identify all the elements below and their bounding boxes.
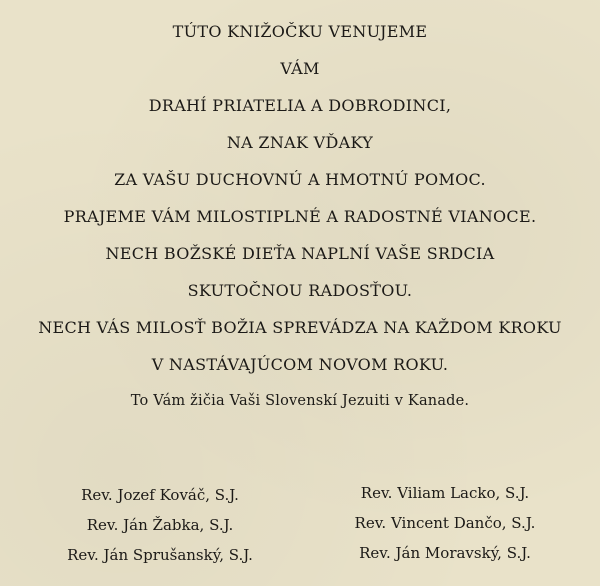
signature-left-1: Rev. Jozef Kováč, S.J. (81, 486, 239, 504)
dedication-line-5: ZA VAŠU DUCHOVNÚ A HMOTNÚ POMOC. (114, 170, 486, 189)
dedication-line-7: NECH BOŽSKÉ DIEŤA NAPLNÍ VAŠE SRDCIA (105, 244, 495, 263)
signature-left-2: Rev. Ján Žabka, S.J. (86, 516, 234, 534)
dedication-line-6: PRAJEME VÁM MILOSTIPLNÉ A RADOSTNÉ VIANOCE. (63, 207, 537, 226)
dedication-line-2: VÁM (280, 59, 320, 78)
signature-left-3: Rev. Ján Sprušanský, S.J. (67, 546, 253, 564)
signature-right-3: Rev. Ján Moravský, S.J. (359, 544, 531, 562)
dedication-line-9: NECH VÁS MILOSŤ BOŽIA SPREVÁDZA NA KAŽDOM KROKU (38, 318, 562, 337)
dedication-line-4: NA ZNAK VĎAKY (226, 133, 374, 152)
signature-right-1: Rev. Viliam Lacko, S.J. (360, 484, 530, 502)
dedication-line-1: TÚTO KNIŽOČKU VENUJEME (172, 22, 428, 41)
dedication-line-8: SKUTOČNOU RADOSŤOU. (187, 281, 413, 300)
closing-line: To Vám žičia Vaši Slovenskí Jezuiti v Kanade. (130, 393, 470, 409)
dedication-line-3: DRAHÍ PRIATELIA A DOBRODINCI, (148, 96, 452, 115)
signature-right-2: Rev. Vincent Dančo, S.J. (354, 514, 536, 532)
dedication-line-10: V NASTÁVAJÚCOM NOVOM ROKU. (151, 355, 449, 374)
